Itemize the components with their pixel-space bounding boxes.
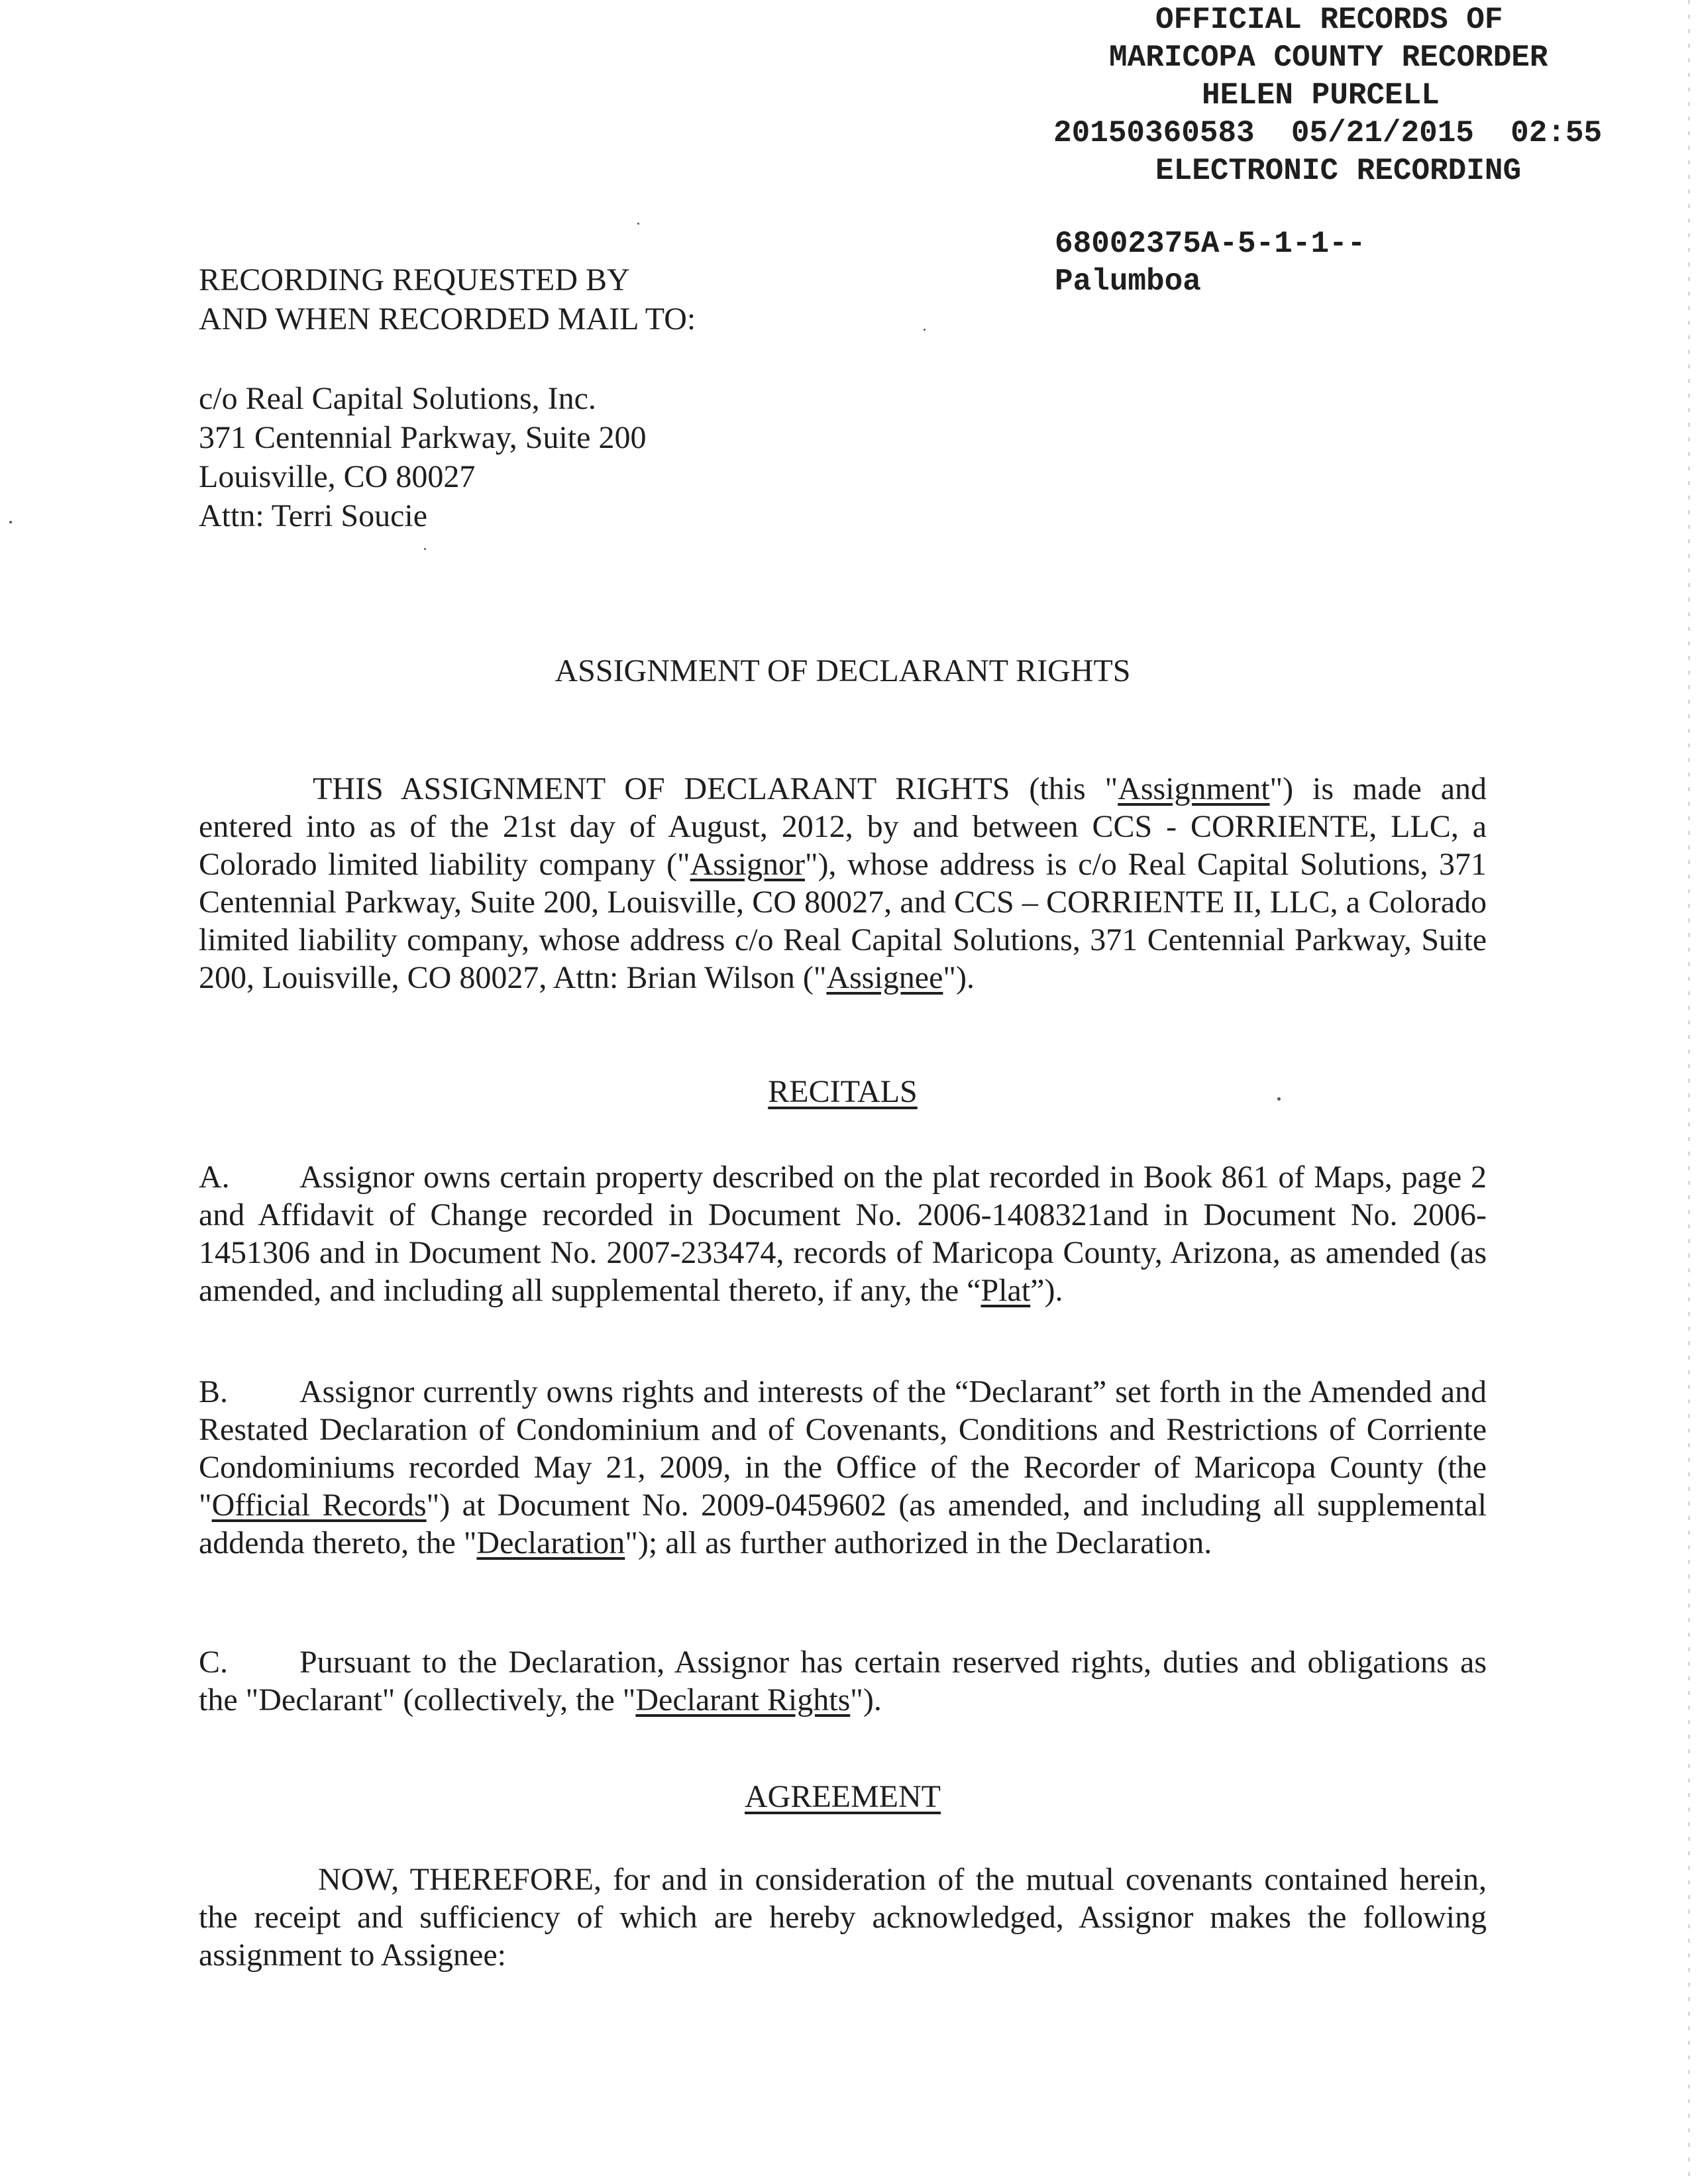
defined-term-declaration: Declaration: [476, 1525, 625, 1560]
intro-text: ") is made and entered into as of the 21st day of August, 2012, by and between CCS - CORRIENTE, LLC, a Colorado limited liability company (": [199, 771, 1487, 882]
intro-paragraph: [199, 770, 1487, 997]
stamp-line-5: ELECTRONIC RECORDING: [1155, 154, 1522, 188]
scan-speck: [637, 223, 639, 225]
reference-name: Palumboa: [1055, 264, 1201, 299]
recording-request-block: [199, 260, 696, 339]
scan-speck: [424, 548, 426, 550]
recital-label: B.: [199, 1374, 229, 1409]
recital-label: C.: [199, 1645, 229, 1680]
recital-text: ”).: [1030, 1273, 1063, 1308]
defined-term-assignee: Assignee: [826, 960, 943, 995]
agreement-heading: AGREEMENT: [745, 1779, 941, 1814]
recital-a: [199, 1158, 1487, 1309]
recorder-stamp: [1034, 1, 1696, 190]
scan-speck: [924, 329, 926, 331]
address-line-1: c/o Real Capital Solutions, Inc.: [199, 381, 596, 416]
stamp-line-1: OFFICIAL RECORDS OF: [1155, 3, 1503, 37]
stamp-line-2: MARICOPA COUNTY RECORDER: [1109, 40, 1548, 75]
recital-text: Pursuant to the Declaration, Assignor has certain reserved rights, duties and obligations as the "Declarant" (collectively, the ": [199, 1645, 1487, 1718]
scan-edge-artifact: [1688, 0, 1690, 2184]
mail-to-address: [199, 379, 646, 535]
recital-label: A.: [199, 1160, 230, 1195]
stamp-line-4: 20150360583 05/21/2015 02:55: [1053, 116, 1603, 150]
document-title: ASSIGNMENT OF DECLARANT RIGHTS: [555, 653, 1131, 688]
defined-term-declarant-rights: Declarant Rights: [635, 1682, 851, 1718]
recital-text: Assignor owns certain property described on the plat recorded in Book 861 of Maps, page 2 and Affidavit of Change recorded in Document No. 2006-1408321and in Document No. 2006-1451306 and in Document No. 2007-233474, records of Maricopa County, Arizona, as amended (as amended, and including all supplemental thereto, if any, the “: [199, 1160, 1487, 1308]
address-line-2: 371 Centennial Parkway, Suite 200: [199, 420, 647, 455]
recitals-heading: RECITALS: [768, 1074, 918, 1109]
recital-text: Assignor currently owns rights and interests of the “Declarant” set forth in the Amended and Restated Declaration of Condominium and of Covenants, Conditions and Restrictions of Corriente Condominiums recorded May 21, 2009, in the Office of the Recorder of Maricopa County (the ": [199, 1374, 1487, 1523]
intro-text: ").: [943, 960, 975, 995]
address-line-3: Louisville, CO 80027: [199, 459, 476, 494]
scan-speck: [9, 521, 12, 523]
intro-text: "), whose address is c/o Real Capital Solutions, 371 Centennial Parkway, Suite 200, Louisville, CO 80027, and CCS – CORRIENTE II, LLC, a Colorado limited liability company, whose address c/o Real Capital Solutions, 371 Centennial Parkway, Suite 200, Louisville, CO 80027, Attn: Brian Wilson (": [199, 847, 1487, 995]
reference-block: [1055, 225, 1365, 301]
defined-term-assignor: Assignor: [690, 847, 805, 882]
recital-text: ").: [850, 1682, 882, 1718]
intro-text: THIS ASSIGNMENT OF DECLARANT RIGHTS (this ": [313, 771, 1118, 806]
agreement-paragraph: NOW, THEREFORE, for and in consideration of the mutual covenants contained herein, the receipt and sufficiency of which are hereby acknowledged, Assignor makes the following assignment to Assignee:: [199, 1862, 1487, 1973]
recording-request-line-1: RECORDING REQUESTED BY: [199, 262, 630, 298]
recital-c: [199, 1643, 1487, 1719]
defined-term-official-records: Official Records: [211, 1488, 427, 1523]
recital-b: [199, 1373, 1487, 1562]
stamp-line-3: HELEN PURCELL: [1202, 78, 1440, 113]
reference-number: 68002375A-5-1-1--: [1055, 227, 1366, 261]
defined-term-assignment: Assignment: [1118, 771, 1270, 806]
defined-term-plat: Plat: [980, 1273, 1031, 1308]
recital-text: ") at Document No. 2009-0459602 (as amended, and including all supplemental addenda thereto, the ": [199, 1488, 1487, 1560]
address-line-4: Attn: Terri Soucie: [199, 498, 428, 533]
recital-text: "); all as further authorized in the Declaration.: [625, 1525, 1212, 1560]
recording-request-line-2: AND WHEN RECORDED MAIL TO:: [199, 301, 696, 337]
